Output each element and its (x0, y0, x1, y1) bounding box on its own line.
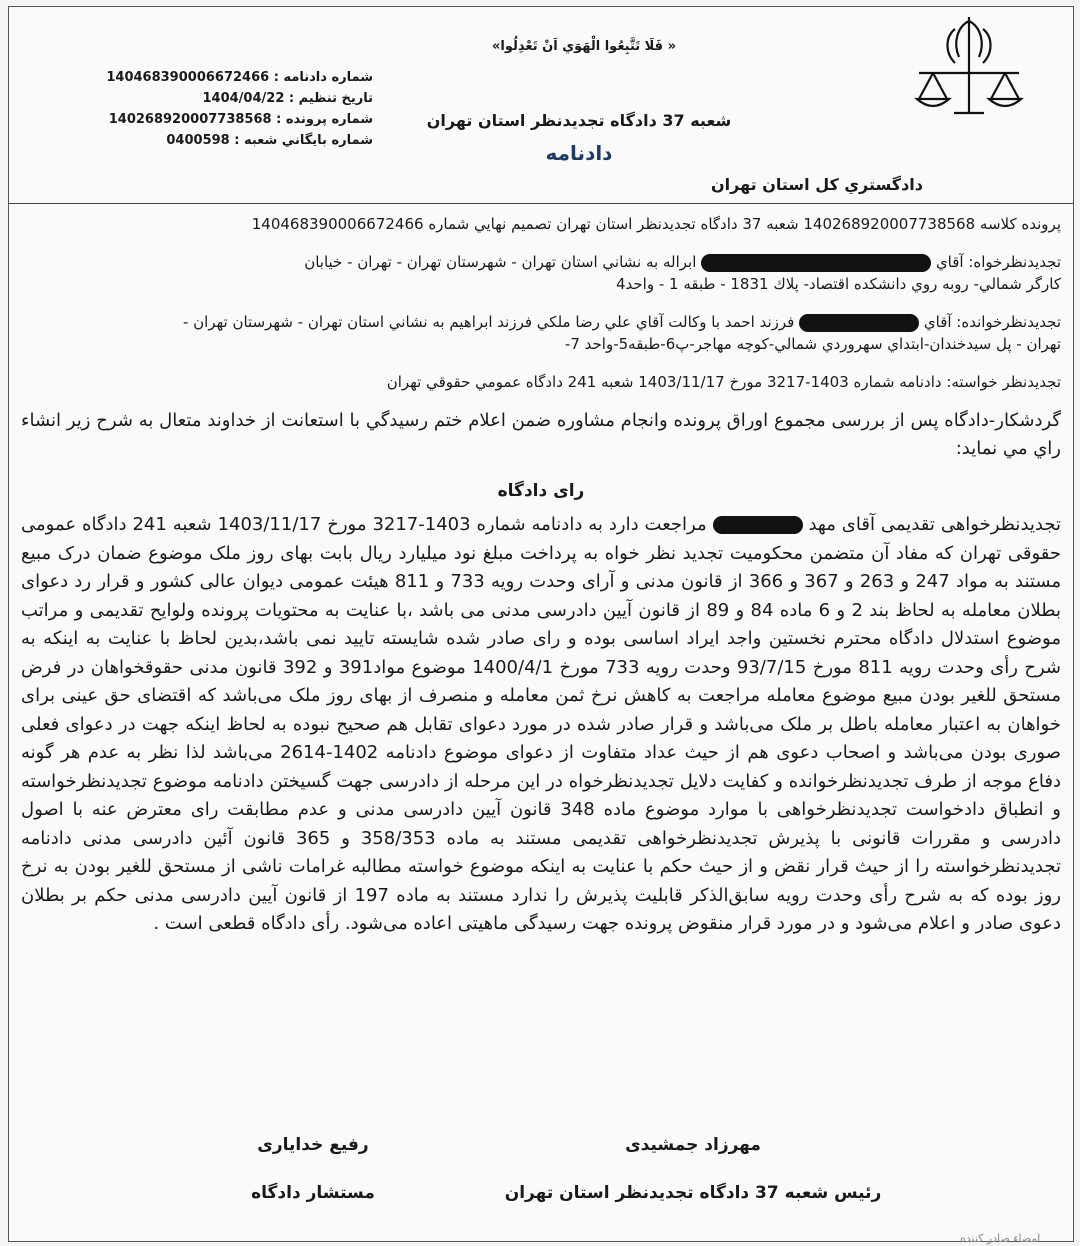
ruling-text (21, 511, 1061, 939)
document-meta (73, 67, 373, 151)
ruling-text-start: تجديدنظرخواهی تقديمی آقای مهد (808, 514, 1061, 535)
ruling-text-rest: مراجعت دارد به دادنامه شماره 1403-3217 مورخ 1403/11/17 شعبه 241 دادگاه عمومی حقوقی تهران که مفاد آن متضمن محکومیت تجدید نظر خواه به پرداخت مبلغ نود میلیارد ریال بابت بهای روز ملک موضوع ضمان درک مبیع مستند به مواد 247 و 263 و 367 و 366 از قانون مدنی و آرای وحدت رویه 733 و 811 هیئت عمومی دیوان عالی کشور و قرار رد دعوای بطلان معامله به لحاظ بند 2 و 6 ماده 84 و 89 از قانون آيين دادرسی مدنی می باشد ،با عنايت به محتويات پرونده ولوايح تقديمی و مراتب موضوع استدلال دادگاه محترم نخستين واجد ايراد اساسی بوده و رای صادر شده شايسته تاييد نمی باشد،بدين لحاظ با عنايت به اينكه به شرح رأی وحدت رويه 811 مورخ 93/7/15 وحدت رويه 733 مورخ 1400/4/1 موضوع مواد391 و 392 قانون مدنی حقوقخواهان در فرض مستحق للغير بودن مبيع موضوع معامله مراجعت به كاهش نرخ ثمن معامله و منصرف از بهای روز ملک می‌باشد كه اقتضای حق عينی برای خواهان به اعتبار معامله باطل بر ملک می‌باشد و قرار صادر شده در مورد دعوای تقابل هم صحيح نبوده به لحاظ اينكه جهت در دعوای فعلی صوری بودن می‌باشد و اصحاب دعوی هم از حيث عداد متفاوت از دعوای موضوع دادنامه 1402-2614 می‌باشد لذا نظر به عدم هر گونه دفاع موجه از طرف تجديدنظرخوانده و كفايت دلايل تجديدنظرخواه در اين مرحله از دادرسی جهت گسيختن دادنامه موضوع تجديدنظرخواسته و انطباق دادخواست تجديدنظرخواهی با موارد موضوع ماده 348 قانون آيين دادرسی مدنی و عدم مطابقت رای معترض عنه با اصول دادرسی و مقررات قانونی با پذيرش تجديدنظرخواهی تقديمی مستند به ماده 358/353 و 365 قانون آئين دادرسی مدنی دادنامه تجديدنظرخواسته را از حيث قرار نقض و از حيث حكم با عنايت به اينكه موضوع خواسته مطالبه غرامات ناشی از مستحق للغير بودن به نرخ روز بوده كه به شرح رأی وحدت رويه سابق‌الذكر قابليت پذيرش را ندارد مستند به ماده 197 از قانون آيين دادرسی مدنی حكم بر بطلان دعوی صادر و اعلام می‌شود و در مورد قرار منقوض پرونده جهت رسيدگی ماهيتی اعاده می‌شود. رأی دادگاه قطعی است . (21, 514, 1062, 934)
advisor-signature (213, 1135, 413, 1203)
document-header (9, 7, 1073, 204)
judge-name: مهرزاد جمشيدی (625, 1135, 761, 1155)
redaction-mark (713, 516, 803, 534)
judge-title: رئيس شعبه 37 دادگاه تجديدنظر استان تهران (504, 1183, 882, 1203)
appellant-address-line2: كارگر شمالي- روبه روي دانشكده اقتصاد- پلاك 1831 - طبقه 1 - واحد4 (615, 275, 1061, 293)
branch-title: شعبه 37 دادگاه تجديدنظر استان تهران (426, 111, 732, 130)
proceedings-intro: گردشكار-دادگاه پس از بررسی مجموع اوراق پرونده وانجام مشاوره ضمن اعلام ختم رسيدگي با استعانت از خداوند متعال به شرح زير انشاء راي مي نمايد: (21, 410, 1061, 459)
advisor-title: مستشار دادگاه (251, 1183, 375, 1203)
signature-block (9, 1135, 1073, 1215)
appellant-line (21, 251, 1061, 273)
case-number: شماره پرونده : 140268920007738568 (108, 112, 373, 127)
appellee-line (21, 311, 1061, 333)
appellant-label: تجديدنظرخواه: آقاي (935, 253, 1061, 271)
organization-name: دادگستري كل استان تهران (710, 175, 923, 194)
appellee-address-line2: تهران - پل سيدخندان-ابتداي سهروردي شمالي-كوچه مهاجر-پ6-طبقه5-واحد 7- (564, 335, 1061, 353)
verdict-document (8, 6, 1074, 1242)
document-body (9, 207, 1073, 939)
redaction-mark (799, 314, 919, 332)
appellant-address: ابراله به نشاني استان تهران - شهرستان تهران - تهران - خيابان (304, 253, 697, 271)
issuer-signature-label: امضاء صادر كننده (960, 1232, 1041, 1245)
appellee-label: تجديدنظرخوانده: آقاي (923, 313, 1061, 331)
judiciary-emblem-icon (909, 13, 1029, 123)
appeal-request: تجديدنظر خواسته: دادنامه شماره 1403-3217 مورخ 1403/11/17 شعبه 241 دادگاه عمومي حقوقي تهران (386, 373, 1061, 391)
appellee-details: فرزند احمد با وكالت آقاي علي رضا ملكي فرزند ابراهيم به نشاني استان تهران - شهرستان تهران - (182, 313, 795, 331)
advisor-name: رفيع خدايارى (257, 1135, 369, 1155)
document-type-title: دادنامه (545, 141, 613, 165)
case-class-line: پرونده كلاسه 140268920007738568 شعبه 37 دادگاه تجديدنظر استان تهران تصميم نهايي شماره 140468390006672466 (251, 215, 1061, 233)
motto: «فَلَا تَتَّبِعُوا الْهَوَي اَنْ تَعْدِلُوا » (491, 39, 677, 54)
ruling-title: رای دادگاه (497, 481, 585, 501)
archive-number: شماره بايگاني شعبه : 0400598 (166, 133, 373, 148)
redaction-mark (701, 254, 931, 272)
verdict-number: شماره دادنامه : 140468390006672466 (106, 70, 373, 85)
judge-signature (483, 1135, 903, 1203)
issue-date: تاريخ تنظيم : 1404/04/22 (202, 91, 373, 106)
